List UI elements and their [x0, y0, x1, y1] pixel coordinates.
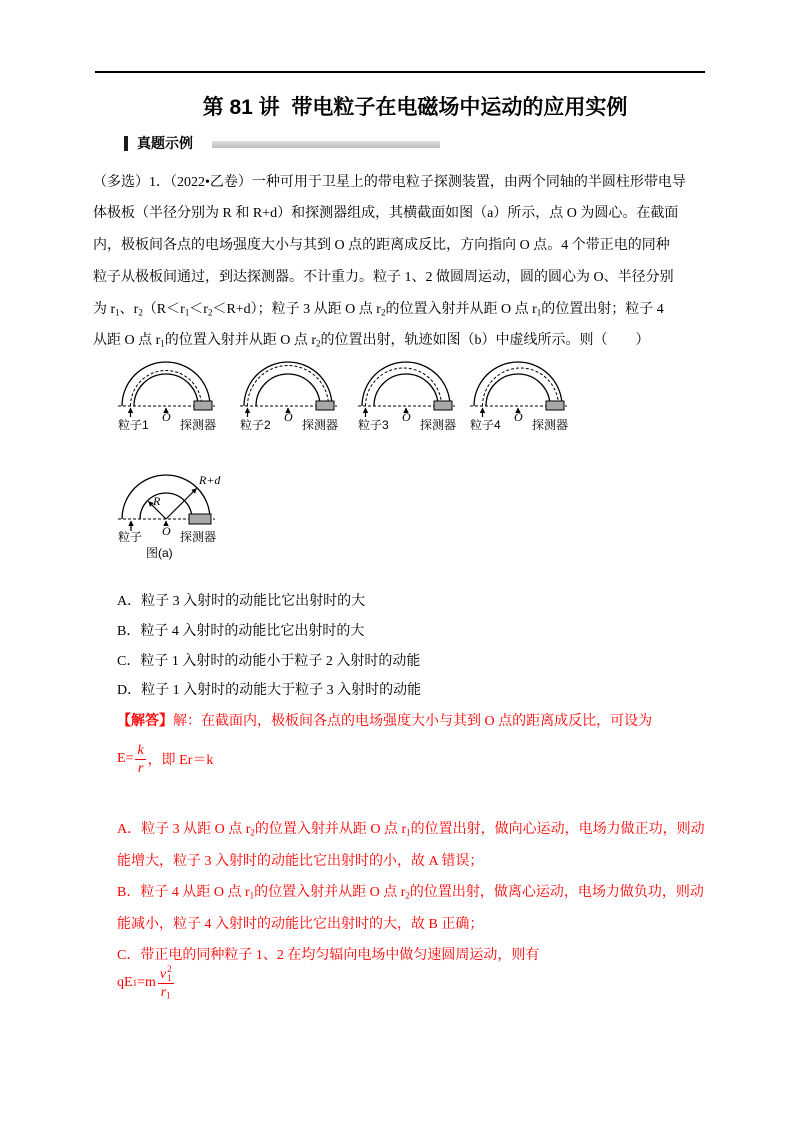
text-run: 能减小，粒子 4 入射时的动能比它出射时的大，故 B 正确； — [117, 917, 484, 932]
sup-sub-stack — [167, 965, 172, 983]
subscript: 1 — [536, 307, 542, 318]
text-run: 的位置入射并从距 O 点 r — [254, 822, 407, 837]
particle-diagram-1 — [118, 362, 216, 432]
problem-line — [93, 173, 686, 193]
center-label: O — [162, 524, 171, 538]
figure-b — [118, 362, 568, 432]
answer-line — [117, 852, 483, 872]
subscript: 1 — [167, 973, 172, 983]
text-run: ＜R+d）；粒子 3 从距 O 点 r — [212, 302, 381, 317]
fraction-numerator: k — [137, 742, 144, 758]
option-b — [117, 622, 364, 642]
text-run: 内，极板间各点的电场强度大小与其到 O 点的距离成反比，方向指向 O 点。4 个带正电的同种 — [93, 238, 670, 253]
outer-radius-label: R+d — [199, 473, 221, 487]
section-marker — [124, 136, 128, 151]
subscript: 1 — [115, 307, 120, 318]
text-run: 从距 O 点 r — [93, 333, 161, 348]
formula-equals: =m — [137, 975, 156, 990]
answer-intro-line — [117, 712, 652, 732]
answer-intro: 解：在截面内，极板间各点的电场强度大小与其到 O 点的距离成反比，可设为 — [173, 714, 653, 729]
text-run: 的位置出射；粒子 4 — [541, 302, 664, 317]
option-text: 粒子 3 入射时的动能比它出射时的大 — [141, 594, 366, 609]
answer-line — [117, 883, 704, 903]
subscript: 2 — [250, 827, 255, 838]
text-run: 为 r — [93, 302, 116, 317]
subscript: 2 — [380, 307, 386, 318]
text-run: 的位置入射并从距 O 点 r — [164, 333, 317, 348]
subscript: 1 — [406, 827, 411, 838]
answer-heading: 【解答】 — [117, 714, 173, 729]
particle-diagram-2 — [240, 362, 338, 432]
page-title: 第 81 讲 带电粒子在电磁场中运动的应用实例 — [202, 96, 628, 119]
formula-tail: ，即 Er＝k — [147, 753, 214, 768]
detector-label: 探测器 — [180, 530, 217, 544]
detector — [194, 401, 212, 410]
detector — [434, 401, 452, 410]
particle-trajectory — [131, 371, 202, 407]
section-divider-bar — [212, 141, 440, 148]
text-run: 的位置出射，做向心运动，电场力做正功，则动 — [410, 822, 705, 837]
particle-label: 粒子2 — [240, 418, 271, 432]
detector — [316, 401, 334, 410]
option-label: A． — [117, 594, 142, 609]
inner-radius-label: R — [153, 494, 161, 508]
particle-diagram-3 — [358, 362, 456, 432]
option-label: B． — [117, 624, 141, 639]
inner-plate — [374, 374, 438, 406]
answer-line — [117, 915, 483, 935]
answer-line — [117, 946, 539, 966]
answer-line — [117, 820, 705, 840]
detector-label: 探测器 — [532, 418, 569, 432]
text-run: 的位置出射，轨迹如图（b）中虚线所示。则（ ） — [320, 333, 650, 348]
center-label: O — [162, 410, 171, 424]
particle-label: 粒子1 — [118, 418, 149, 432]
center-label: O — [514, 410, 523, 424]
problem-line — [93, 300, 664, 320]
formula-lhs: qE — [117, 975, 133, 990]
fraction — [158, 965, 174, 1001]
text-run: 的位置入射并从距 O 点 r — [254, 885, 406, 900]
text-run: （R＜r — [142, 302, 185, 317]
outer-plate — [122, 475, 210, 519]
option-d — [117, 681, 421, 701]
center-label: O — [284, 410, 293, 424]
subscript: 1 — [184, 307, 190, 318]
subscript: 1 — [249, 890, 255, 901]
text-run: ＜r — [189, 302, 208, 317]
text-run: （多选）1．（2022•乙卷）一种可用于卫星上的带电粒子探测装置，由两个同轴的半圆柱形带电导 — [93, 175, 686, 190]
fraction — [135, 742, 145, 777]
subscript: 2 — [207, 307, 213, 318]
detector — [546, 401, 564, 410]
detector-label: 探测器 — [180, 418, 217, 432]
subscript: 2 — [405, 890, 410, 901]
fraction-numerator — [158, 965, 174, 984]
option-a — [117, 592, 365, 612]
option-c — [117, 652, 420, 672]
particle-label: 粒子4 — [470, 418, 501, 432]
particle-diagram-4 — [470, 362, 568, 432]
problem-line — [93, 204, 678, 224]
text-run: B．粒子 4 从距 O 点 r — [117, 885, 250, 900]
text-run: 的位置出射，做离心运动，电场力做负功，则动 — [409, 885, 704, 900]
subscript: 1 — [166, 990, 171, 1001]
detector — [189, 514, 211, 524]
text-run: 体极板（半径分别为 R 和 R+d）和探测器组成，其横截面如图（a）所示，点 O 为圆心。在截面 — [93, 206, 679, 221]
figure-caption: 图(a) — [146, 546, 173, 560]
center-label: O — [402, 410, 411, 424]
field-formula — [117, 742, 213, 776]
top-rule — [95, 71, 705, 73]
text-run: C．带正电的同种粒子 1、2 在均匀辐向电场中做匀速圆周运动，则有 — [117, 948, 540, 963]
inner-plate — [140, 493, 192, 519]
section-label: 真题示例 — [137, 135, 193, 151]
option-text: 粒子 4 入射时的动能比它出射时的大 — [140, 624, 365, 639]
circular-motion-formula: qE 1 =m v 2 1 $r_1$ — [117, 964, 172, 1001]
option-label: D． — [117, 683, 142, 698]
problem-figures — [0, 340, 800, 580]
text-run: 能增大，粒子 3 入射时的动能比它出射时的小，故 A 错误； — [117, 854, 484, 869]
fraction-denominator — [159, 984, 173, 1001]
subscript: 1 — [160, 338, 165, 349]
text-run: 、r — [119, 302, 139, 317]
text-run: 的位置入射并从距 O 点 r — [385, 302, 537, 317]
particle-label: 粒子 — [118, 530, 143, 544]
option-text: 粒子 1 入射时的动能小于粒子 2 入射时的动能 — [140, 654, 421, 669]
particle-label: 粒子3 — [358, 418, 389, 432]
detector-label: 探测器 — [420, 418, 457, 432]
problem-line — [93, 268, 674, 288]
radius-symbol: r — [160, 985, 167, 1000]
option-label: C． — [117, 654, 141, 669]
superscript: 2 — [167, 964, 172, 974]
text-run: A．粒子 3 从距 O 点 r — [117, 822, 251, 837]
subscript: 2 — [138, 307, 143, 318]
inner-plate — [486, 374, 550, 406]
inner-plate — [256, 374, 320, 406]
problem-line — [93, 236, 670, 256]
option-text: 粒子 1 入射时的动能大于粒子 3 入射时的动能 — [141, 683, 422, 698]
text-run: 粒子从极板间通过，到达探测器。不计重力。粒子 1、2 做圆周运动，圆的圆心为 O、半径分别 — [93, 270, 674, 285]
fraction-denominator: r — [137, 760, 144, 776]
detector-label: 探测器 — [302, 418, 339, 432]
subscript: 2 — [316, 338, 321, 349]
formula-lhs: E= — [117, 751, 134, 766]
figure-a — [118, 473, 221, 560]
velocity-symbol: v — [159, 966, 167, 982]
